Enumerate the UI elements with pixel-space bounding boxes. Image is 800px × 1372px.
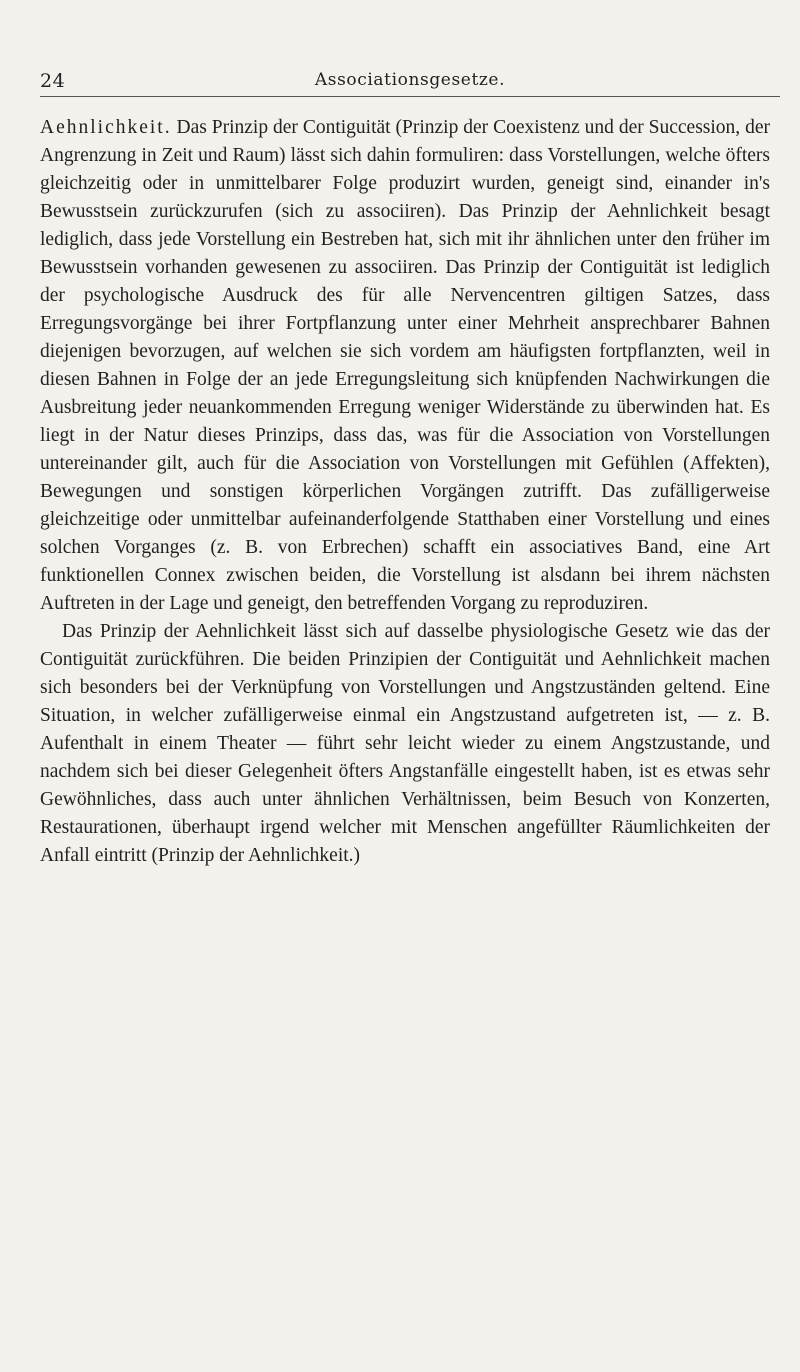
paragraph-2 bbox=[40, 618, 770, 870]
body-text bbox=[40, 114, 770, 870]
running-title: Associationsgesetze. bbox=[314, 70, 506, 90]
page-header bbox=[40, 70, 780, 94]
paragraph-text: Das Prinzip der Aehnlichkeit lässt sich auf dasselbe physiologische Gesetz wie das der Contiguität zurückführen. Die beiden Prinzipien der Contiguität und Aehnlichkeit machen sich besonders bei der Verknüpfung von Vorstellungen und Angstzuständen geltend. Eine Situation, in welcher zufälligerweise einmal ein Angstzustand aufgetreten ist, — z. B. Aufenthalt in einem Theater — führt sehr leicht wieder zu einem Angstzustande, und nachdem sich bei dieser Gelegenheit öfters Angstanfälle eingestellt haben, ist es etwas sehr Gewöhnliches, dass auch unter ähnlichen Verhältnissen, beim Besuch von Konzerten, Restaurationen, überhaupt irgend welcher mit Menschen angefüllter Räumlichkeiten der Anfall eintritt (Prinzip der Aehnlichkeit.) bbox=[40, 621, 770, 866]
header-rule bbox=[40, 96, 780, 97]
paragraph-1 bbox=[40, 114, 770, 618]
paragraph-lead: Aehnlichkeit. bbox=[40, 117, 172, 138]
page-number: 24 bbox=[40, 70, 66, 92]
paragraph-text: Das Prinzip der Contiguität (Prinzip der Coexistenz und der Succession, der Angrenzung in Zeit und Raum) lässt sich dahin formuliren: dass Vorstellungen, welche öfters gleichzeitig oder in unmittelbarer Folge produzirt wurden, geneigt sind, einander in's Bewusstsein zurückzurufen (sich zu associiren). Das Prinzip der Aehnlichkeit besagt lediglich, dass jede Vorstellung ein Bestreben hat, sich mit ihr ähnlichen unter den früher im Bewusstsein vorhanden gewesenen zu associiren. Das Prinzip der Contiguität ist lediglich der psychologische Ausdruck des für alle Nervencentren giltigen Satzes, dass Erregungsvorgänge bei ihrer Fortpflanzung unter einer Mehrheit ansprechbarer Bahnen diejenigen bevorzugen, auf welchen sie sich vordem am häufigsten fortpflanzten, weil in diesen Bahnen in Folge der an jede Erregungsleitung sich knüpfenden Nachwirkungen die Ausbreitung jeder neuankommenden Erregung weniger Widerstände zu überwinden hat. Es liegt in der Natur dieses Prinzips, dass das, was für die Association von Vorstellungen untereinander gilt, auch für die Association von Vorstellungen mit Gefühlen (Affekten), Bewegungen und sonstigen körperlichen Vorgängen zutrifft. Das zufälligerweise gleichzeitige oder unmittelbar aufeinanderfolgende Statthaben einer Vorstellung und eines solchen Vorganges (z. B. von Erbrechen) schafft ein associatives Band, eine Art funktionellen Connex zwischen beiden, die Vorstellung ist alsdann bei ihrem nächsten Auftreten in der Lage und geneigt, den betreffenden Vorgang zu reproduziren. bbox=[40, 117, 770, 614]
